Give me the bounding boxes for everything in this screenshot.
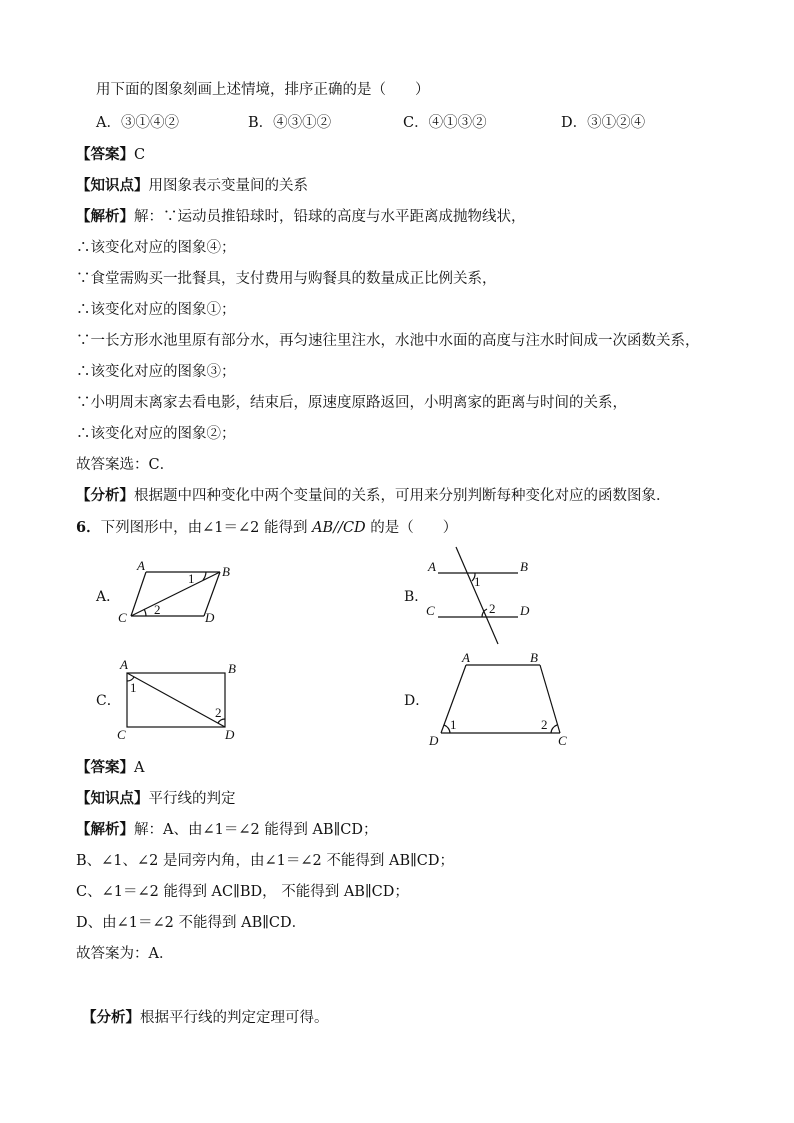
fig-c-rectangle: [127, 673, 225, 727]
q6-knowledge-point: [76, 789, 236, 809]
fig-c-point-c: C: [117, 727, 126, 742]
fig-a-point-d: D: [205, 610, 215, 625]
fig-a-diagonal-cb: [131, 572, 220, 616]
fig-c-angle-2-arc: [218, 719, 225, 723]
jx-tag: 【解析】: [76, 208, 134, 225]
q5-analysis-line-3: ∵食堂需购买一批餐具，支付费用与购餐具的数量成正比例关系，: [76, 271, 497, 287]
fig-d-angle-1: 1: [450, 717, 457, 732]
fig-d-angle-2-arc: [551, 725, 557, 733]
fig-c-angle-1-arc: [127, 677, 134, 681]
fig-label-a: A．: [96, 589, 121, 605]
fig-a-angle-1-arc: [203, 572, 206, 580]
fig-d-side-bc: [540, 665, 560, 733]
fig-b-angle-1: 1: [474, 574, 481, 589]
fig-d-angle-1-arc: [444, 725, 450, 733]
q5-answer: [76, 145, 145, 165]
q6-number: 6．: [76, 519, 101, 536]
q5-analysis-line-9: 故答案选：C．: [76, 457, 175, 473]
fig-a-point-a: A: [137, 558, 145, 573]
q5-analysis-line-1: [76, 207, 526, 227]
fig-d-point-c: C: [558, 733, 567, 748]
kp-value: 平行线的判定: [148, 791, 236, 807]
fig-d-point-d: D: [429, 733, 439, 748]
q6-analysis-line-5: 故答案为：A．: [76, 946, 174, 962]
fig-label-d: D．: [404, 693, 430, 709]
q6-prompt-text: 下列图形中，由∠1＝∠2 能得到: [100, 520, 313, 536]
fx-value: 根据题中四种变化中两个变量间的关系，可用来分别判断每种变化对应的函数图象．: [134, 488, 671, 504]
q6-analysis-line-4: D、由∠1＝∠2 不能得到 AB∥CD．: [76, 915, 307, 931]
q6-prompt: [76, 518, 457, 538]
fig-c-point-a: A: [120, 657, 128, 672]
q5-option-d: D．③①②④: [561, 115, 646, 131]
kp-tag: 【知识点】: [76, 177, 149, 194]
q5-option-c: C．④①③②: [403, 115, 487, 131]
fig-d-point-b: B: [530, 650, 538, 665]
q6-analysis-line-1: [76, 820, 377, 840]
fig-a-side-bd: [204, 572, 220, 616]
q6-fenxi: [82, 1008, 329, 1028]
q5-option-b: B．④③①②: [248, 115, 332, 131]
analysis-text: 解：∵运动员推铅球时，铅球的高度与水平距离成抛物线状，: [134, 209, 526, 225]
fig-a-angle-2: 2: [154, 602, 161, 617]
answer-value: A: [134, 760, 145, 776]
fx-tag: 【分析】: [82, 1009, 140, 1026]
answer-value: C: [134, 147, 146, 163]
fig-a-side-ca: [131, 572, 146, 616]
q6-answer: [76, 758, 144, 778]
fig-c-angle-2: 2: [215, 705, 222, 720]
q5-analysis-line-4: ∴该变化对应的图象①；: [76, 302, 236, 318]
fig-b-point-d: D: [520, 603, 530, 618]
fig-a-angle-2-arc: [144, 609, 146, 616]
kp-tag: 【知识点】: [76, 790, 149, 807]
fig-label-c: C．: [96, 693, 121, 709]
fig-d-point-a: A: [462, 650, 470, 665]
fig-b-angle-2: 2: [489, 601, 496, 616]
fig-c-point-b: B: [228, 661, 236, 676]
kp-value: 用图象表示变量间的关系: [148, 178, 308, 194]
fx-tag: 【分析】: [76, 487, 134, 504]
q5-prompt: 用下面的图象刻画上述情境，排序正确的是（ ）: [96, 82, 430, 98]
fig-label-b: B．: [404, 589, 429, 605]
q5-analysis-line-5: ∵一长方形水池里原有部分水，再匀速往里注水，水池中水面的高度与注水时间成一次函数关系，: [76, 333, 700, 349]
answer-tag: 【答案】: [76, 146, 134, 163]
q5-analysis-line-8: ∴该变化对应的图象②；: [76, 426, 236, 442]
fig-b-angle-2-arc: [482, 609, 487, 617]
fig-c-point-d: D: [225, 727, 235, 742]
fig-a-point-b: B: [222, 564, 230, 579]
q5-fenxi: [76, 486, 671, 506]
fx-value: 根据平行线的判定定理可得。: [140, 1010, 329, 1026]
analysis-text: 解：A、由∠1＝∠2 能得到 AB∥CD；: [134, 822, 378, 838]
answer-tag: 【答案】: [76, 759, 134, 776]
q5-option-a: A．③①④②: [96, 115, 179, 131]
fig-b-point-b: B: [520, 559, 528, 574]
q5-knowledge-point: [76, 176, 308, 196]
fig-c-angle-1: 1: [130, 680, 137, 695]
fig-b-angle-1-arc: [472, 573, 475, 581]
q5-analysis-line-2: ∴该变化对应的图象④；: [76, 240, 236, 256]
fig-c-diagonal-ad: [127, 673, 225, 727]
q5-analysis-line-6: ∴该变化对应的图象③；: [76, 364, 236, 380]
fig-a-angle-1: 1: [188, 571, 195, 586]
fig-b-point-a: A: [428, 559, 436, 574]
q6-analysis-line-2: B、∠1、∠2 是同旁内角，由∠1＝∠2 不能得到 AB∥CD；: [76, 853, 455, 869]
fig-d-side-da: [441, 665, 466, 733]
fig-a-point-c: C: [118, 610, 127, 625]
fig-d-angle-2: 2: [541, 717, 548, 732]
q5-analysis-line-7: ∵小明周末离家去看电影，结束后，原速度原路返回，小明离家的距离与时间的关系，: [76, 395, 627, 411]
q6-analysis-line-3: C、∠1＝∠2 能得到 AC∥BD， 不能得到 AB∥CD；: [76, 884, 409, 900]
q6-prompt-math: AB//CD: [312, 520, 366, 536]
fig-b-point-c: C: [426, 603, 435, 618]
jx-tag: 【解析】: [76, 821, 134, 838]
q6-prompt-tail: 的是（ ）: [365, 520, 458, 536]
fig-b-transversal: [456, 547, 498, 644]
